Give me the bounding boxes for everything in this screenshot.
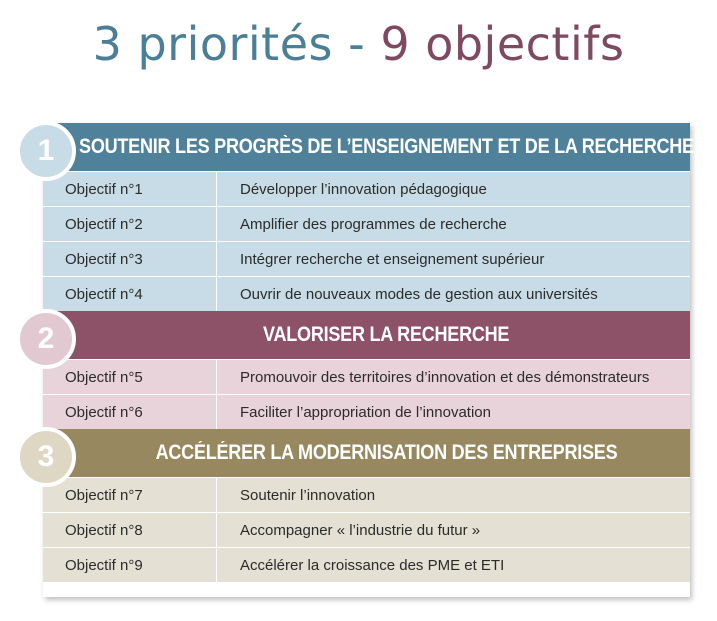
priority-section-3 <box>37 429 690 582</box>
objective-text: Promouvoir des territoires d’innovation et des démonstrateurs <box>240 368 650 386</box>
objective-text: Développer l’innovation pédagogique <box>240 180 487 198</box>
priority-heading-text: SOUTENIR LES PROGRÈS DE L’ENSEIGNEMENT ET DE LA RECHERCHE <box>79 135 694 158</box>
objective-label: Objectif n°5 <box>43 360 217 394</box>
page-title <box>0 14 717 74</box>
table-row <box>43 241 690 276</box>
priority-section-2 <box>37 311 690 429</box>
title-priorities: 3 priorités - <box>92 17 381 71</box>
objective-text: Accélérer la croissance des PME et ETI <box>240 556 505 574</box>
table-row <box>43 359 690 394</box>
table-row <box>43 171 690 206</box>
priority-heading <box>43 311 690 359</box>
priority-number-badge: 1 <box>16 121 76 181</box>
table-row <box>43 547 690 582</box>
priority-heading-text: VALORISER LA RECHERCHE <box>263 323 510 346</box>
priority-number-badge: 3 <box>16 427 76 487</box>
objective-text: Faciliter l’appropriation de l’innovation <box>240 403 491 421</box>
table-row <box>43 512 690 547</box>
title-objectives: 9 objectifs <box>380 17 625 71</box>
priority-heading <box>43 123 694 171</box>
objective-label: Objectif n°1 <box>43 172 217 206</box>
table-row <box>43 276 690 311</box>
objective-label: Objectif n°6 <box>43 395 217 429</box>
objective-text: Ouvrir de nouveaux modes de gestion aux universités <box>240 285 598 303</box>
priority-heading <box>43 429 690 477</box>
priority-number-badge: 2 <box>16 309 76 369</box>
objective-label: Objectif n°4 <box>43 277 217 311</box>
table-row <box>43 477 690 512</box>
objective-label: Objectif n°2 <box>43 207 217 241</box>
priorities-table <box>37 123 694 597</box>
objective-label: Objectif n°9 <box>43 548 217 582</box>
objective-label: Objectif n°3 <box>43 242 217 276</box>
objective-text: Amplifier des programmes de recherche <box>240 215 507 233</box>
objective-text: Accompagner « l’industrie du futur » <box>240 521 481 539</box>
priority-section-1 <box>37 123 694 311</box>
table-row <box>43 394 690 429</box>
table-row <box>43 206 690 241</box>
objective-label: Objectif n°7 <box>43 478 217 512</box>
objective-text: Soutenir l’innovation <box>240 486 376 504</box>
objective-text: Intégrer recherche et enseignement supérieur <box>240 250 545 268</box>
objective-label: Objectif n°8 <box>43 513 217 547</box>
priority-heading-text: ACCÉLÉRER LA MODERNISATION DES ENTREPRISES <box>155 441 618 464</box>
